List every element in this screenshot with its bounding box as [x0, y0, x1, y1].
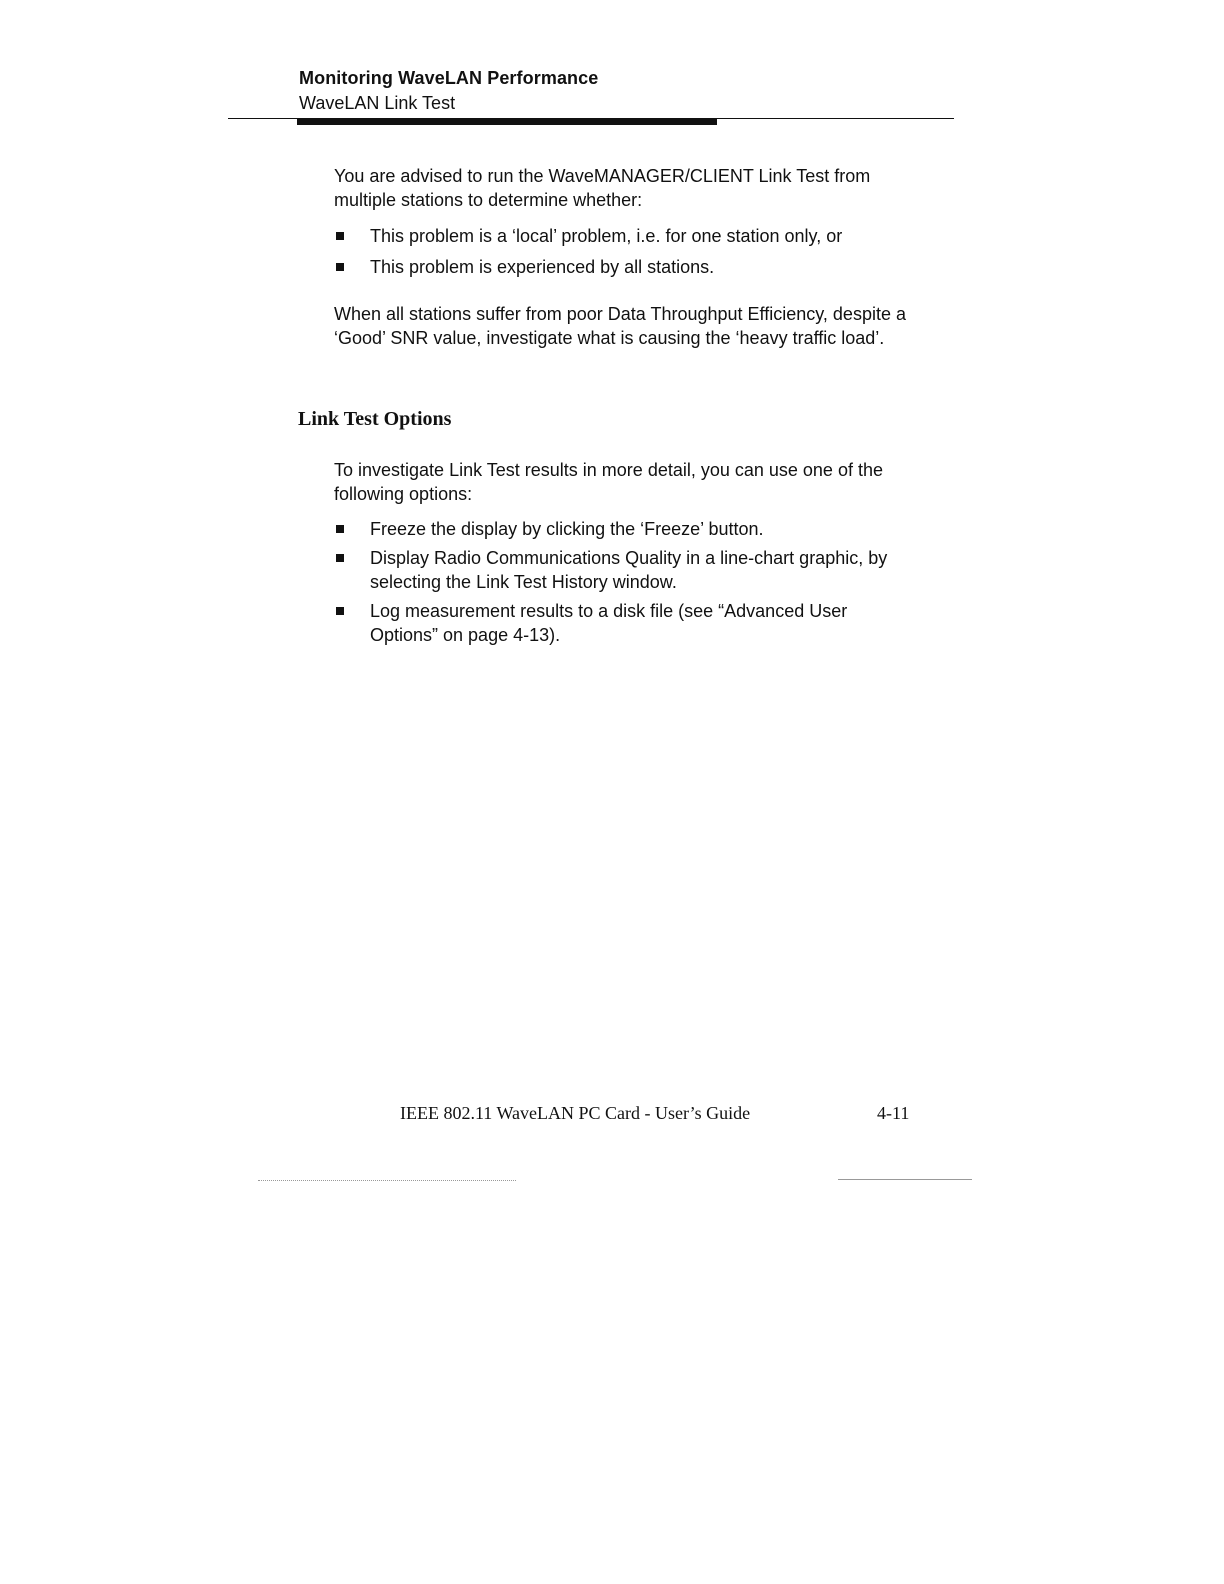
bullet-square-icon	[336, 263, 344, 271]
bullet-text: Freeze the display by clicking the ‘Freeze’ button.	[370, 519, 764, 539]
followup-paragraph-text: When all stations suffer from poor Data Throughput Efficiency, despite a ‘Good’ SNR value, investigate what is causing the ‘heavy traffic load’.	[334, 304, 906, 348]
options-paragraph-text: To investigate Link Test results in more detail, you can use one of the following options:	[334, 460, 883, 504]
options-paragraph	[334, 458, 924, 506]
bullet-text: This problem is experienced by all stations.	[370, 257, 715, 277]
bullet-text: Display Radio Communications Quality in a line-chart graphic, by selecting the Link Test History window.	[370, 548, 888, 592]
footer-guide-title: IEEE 802.11 WaveLAN PC Card - User’s Guide	[400, 1103, 751, 1123]
followup-paragraph	[334, 302, 924, 350]
intro-paragraph-text: You are advised to run the WaveMANAGER/CLIENT Link Test from multiple stations to determine whether:	[334, 166, 871, 210]
header-bar	[297, 119, 717, 125]
scan-artifact-right	[838, 1179, 972, 1180]
chapter-title: Monitoring WaveLAN Performance	[299, 68, 599, 88]
scan-artifact-left	[258, 1180, 516, 1181]
footer-page-number: 4-11	[877, 1103, 910, 1123]
bullet-square-icon	[336, 525, 344, 533]
section-heading: Link Test Options	[298, 408, 452, 430]
intro-paragraph	[334, 164, 934, 212]
bullet-square-icon	[336, 232, 344, 240]
bullet-text: Log measurement results to a disk file (see “Advanced User Options” on page 4-13).	[370, 601, 848, 645]
bullet-square-icon	[336, 554, 344, 562]
section-title: WaveLAN Link Test	[299, 93, 456, 113]
bullet-square-icon	[336, 607, 344, 615]
bullet-text: This problem is a ‘local’ problem, i.e. for one station only, or	[370, 226, 843, 246]
